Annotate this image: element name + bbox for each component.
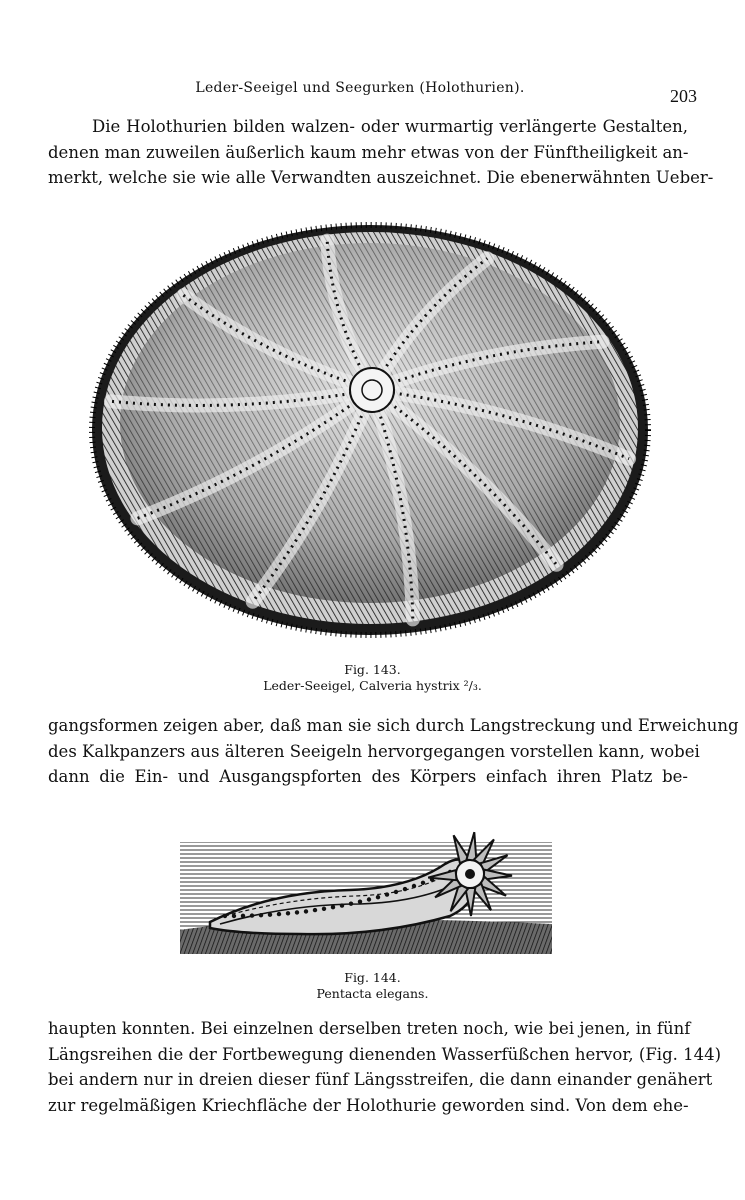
figure-144-caption: [0, 970, 745, 1002]
tube-foot: [250, 913, 254, 917]
figure-143-sea-urchin-illustration: [82, 218, 662, 658]
tube-foot: [286, 911, 290, 915]
tube-foot: [268, 913, 272, 917]
tube-foot: [367, 897, 371, 901]
text-line: zur regelmäßigen Kriechfläche der Holothurie geworden sind. Von dem ehe-: [48, 1095, 689, 1115]
figure-label: Fig. 143.: [344, 662, 401, 677]
text-line: denen man zuweilen äußerlich kaum mehr etwas von der Fünftheiligkeit an-: [48, 142, 689, 162]
tube-foot: [295, 910, 299, 914]
tube-foot: [322, 907, 326, 911]
tube-foot: [412, 884, 416, 888]
figure-caption-text: Pentacta elegans.: [316, 986, 429, 1001]
tube-foot: [331, 905, 335, 909]
text-line: dann die Ein- und Ausgangspforten des Körpers einfach ihren Platz be-: [48, 767, 688, 786]
tube-foot: [394, 890, 398, 894]
tube-foot: [421, 881, 425, 885]
tube-foot: [349, 902, 353, 906]
paragraph-3: [48, 1016, 722, 1118]
tube-foot: [340, 903, 344, 907]
tube-foot: [376, 895, 380, 899]
text-line: des Kalkpanzers aus älteren Seeigeln hervorgegangen vorstellen kann, wobei: [48, 741, 700, 761]
figure-143-caption: [0, 662, 745, 694]
tube-foot: [304, 909, 308, 913]
tube-foot: [223, 914, 227, 918]
running-title: Leder-Seeigel und Seegurken (Holothurien).: [195, 80, 525, 96]
text-line: merkt, welche sie wie alle Verwandten auszeichnet. Die ebenerwähnten Ueber-: [48, 168, 714, 187]
text-line: bei andern nur in dreien dieser fünf Längsstreifen, die dann einander genähert: [48, 1070, 713, 1089]
text-line: gangsformen zeigen aber, daß man sie sich durch Langstreckung und Erweichung: [48, 716, 739, 735]
tube-foot: [241, 914, 245, 918]
tube-foot: [403, 887, 407, 891]
tube-foot: [385, 892, 389, 896]
figure-144-sea-cucumber-illustration: [180, 812, 552, 962]
tube-foot: [313, 908, 317, 912]
figure-caption-text: Leder-Seeigel, Calveria hystrix ²/₃.: [263, 678, 482, 693]
text-line: haupten konnten. Bei einzelnen derselben treten noch, wie bei jenen, in fünf: [48, 1019, 691, 1038]
text-line: Die Holothurien bilden walzen- oder wurmartig verlängerte Gestalten,: [92, 117, 688, 136]
figure-label: Fig. 144.: [344, 970, 401, 985]
page-number: 203: [670, 86, 697, 106]
tube-foot: [277, 912, 281, 916]
paragraph-2: [48, 713, 739, 790]
tube-foot: [358, 900, 362, 904]
tube-foot: [259, 913, 263, 917]
tube-foot: [232, 914, 236, 918]
text-line: Längsreihen die der Fortbewegung dienenden Wasserfüßchen hervor, (Fig. 144): [48, 1044, 722, 1064]
paragraph-1: [48, 114, 714, 191]
